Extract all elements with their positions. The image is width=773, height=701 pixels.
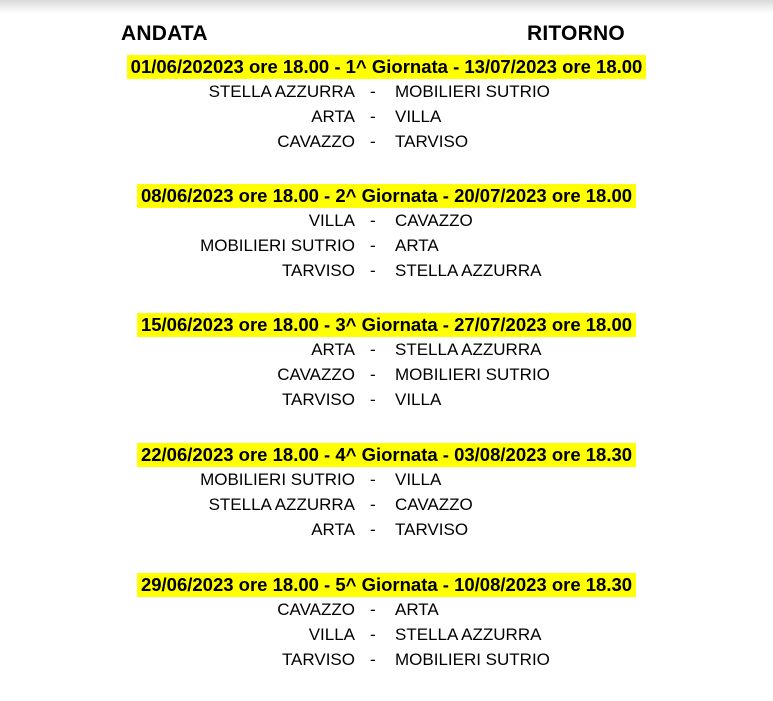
separator: - xyxy=(370,390,376,409)
separator: - xyxy=(370,261,376,280)
match-row xyxy=(0,467,773,492)
home-team: VILLA xyxy=(308,625,355,644)
header-andata: ANDATA xyxy=(121,22,208,45)
round-title: 29/06/2023 ore 18.00 - 5^ Giornata - 10/08/2023 ore 18.30 xyxy=(137,573,636,597)
match-row xyxy=(0,129,773,154)
separator: - xyxy=(370,600,376,619)
home-team: STELLA AZZURRA xyxy=(208,82,355,101)
separator: - xyxy=(370,365,376,384)
match-row xyxy=(0,104,773,129)
home-team: MOBILIERI SUTRIO xyxy=(200,470,355,489)
away-team: CAVAZZO xyxy=(395,211,473,230)
away-team: STELLA AZZURRA xyxy=(395,625,542,644)
match-row xyxy=(0,337,773,362)
match-row xyxy=(0,647,773,672)
header-ritorno: RITORNO xyxy=(527,22,625,45)
away-team: VILLA xyxy=(395,107,442,126)
away-team: TARVISO xyxy=(395,520,469,539)
home-team: ARTA xyxy=(311,107,355,126)
separator: - xyxy=(370,82,376,101)
home-team: TARVISO xyxy=(281,650,355,669)
round-title: 08/06/2023 ore 18.00 - 2^ Giornata - 20/07/2023 ore 18.00 xyxy=(137,184,636,208)
separator: - xyxy=(370,625,376,644)
home-team: ARTA xyxy=(311,340,355,359)
match-row xyxy=(0,622,773,647)
separator: - xyxy=(370,340,376,359)
home-team: STELLA AZZURRA xyxy=(208,495,355,514)
home-team: VILLA xyxy=(308,211,355,230)
separator: - xyxy=(370,495,376,514)
round-title: 01/06/202023 ore 18.00 - 1^ Giornata - 13/07/2023 ore 18.00 xyxy=(127,55,647,79)
match-row xyxy=(0,258,773,283)
match-row xyxy=(0,492,773,517)
away-team: ARTA xyxy=(395,236,439,255)
match-row xyxy=(0,597,773,622)
match-row xyxy=(0,233,773,258)
top-shade xyxy=(0,0,773,14)
away-team: TARVISO xyxy=(395,132,469,151)
match-row xyxy=(0,387,773,412)
separator: - xyxy=(370,107,376,126)
match-row xyxy=(0,517,773,542)
away-team: VILLA xyxy=(395,390,442,409)
separator: - xyxy=(370,470,376,489)
home-team: ARTA xyxy=(311,520,355,539)
match-row xyxy=(0,208,773,233)
home-team: TARVISO xyxy=(281,261,355,280)
away-team: MOBILIERI SUTRIO xyxy=(395,650,550,669)
away-team: MOBILIERI SUTRIO xyxy=(395,82,550,101)
away-team: STELLA AZZURRA xyxy=(395,261,542,280)
round-title: 15/06/2023 ore 18.00 - 3^ Giornata - 27/07/2023 ore 18.00 xyxy=(137,313,636,337)
home-team: TARVISO xyxy=(281,390,355,409)
away-team: VILLA xyxy=(395,470,442,489)
separator: - xyxy=(370,650,376,669)
away-team: ARTA xyxy=(395,600,439,619)
away-team: STELLA AZZURRA xyxy=(395,340,542,359)
home-team: CAVAZZO xyxy=(277,132,355,151)
separator: - xyxy=(370,132,376,151)
round-title: 22/06/2023 ore 18.00 - 4^ Giornata - 03/08/2023 ore 18.30 xyxy=(137,443,636,467)
home-team: MOBILIERI SUTRIO xyxy=(200,236,355,255)
separator: - xyxy=(370,520,376,539)
separator: - xyxy=(370,236,376,255)
away-team: MOBILIERI SUTRIO xyxy=(395,365,550,384)
match-row xyxy=(0,79,773,104)
home-team: CAVAZZO xyxy=(277,365,355,384)
home-team: CAVAZZO xyxy=(277,600,355,619)
match-row xyxy=(0,362,773,387)
away-team: CAVAZZO xyxy=(395,495,473,514)
separator: - xyxy=(370,211,376,230)
